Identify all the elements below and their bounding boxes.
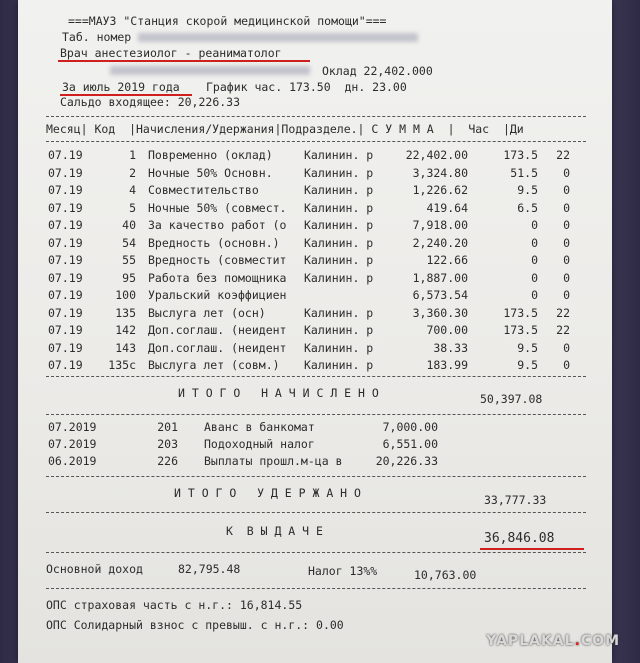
divider bbox=[46, 376, 586, 377]
watermark-dot: . bbox=[574, 633, 581, 649]
row-code: 5 bbox=[129, 200, 136, 215]
income-value: 82,795.48 bbox=[178, 562, 241, 576]
deduction-month: 07.2019 bbox=[48, 420, 97, 434]
row-division: Калинин. р bbox=[304, 270, 374, 285]
row-name: Ночные 50% (совмест. bbox=[148, 200, 287, 215]
row-division: Калинин. р bbox=[304, 253, 374, 267]
payout-underline bbox=[480, 548, 584, 550]
divider bbox=[46, 476, 586, 477]
row-sum: 22,402.00 bbox=[405, 148, 468, 162]
position-text: Врач анестезиолог - реаниматолог bbox=[60, 46, 282, 60]
row-sum: 7,918.00 bbox=[412, 218, 468, 232]
divider bbox=[46, 588, 586, 589]
row-name: Выслуга лет (осн) bbox=[148, 305, 266, 320]
divider bbox=[46, 116, 586, 117]
row-month: 07.19 bbox=[48, 358, 83, 372]
withheld-total-value: 33,777.33 bbox=[484, 493, 547, 507]
deduction-code: 226 bbox=[157, 454, 178, 468]
row-code: 2 bbox=[129, 165, 136, 180]
table-header: Месяц| Код |Начисления/Удержания|Подразделе.| С У М М А | Час |Ди bbox=[46, 122, 524, 136]
payout-value: 36,846.08 bbox=[484, 531, 555, 546]
row-days: 0 bbox=[563, 165, 570, 180]
divider bbox=[46, 512, 586, 513]
row-month: 07.19 bbox=[48, 305, 83, 320]
deduction-name: Выплаты прошл.м-ца в bbox=[204, 454, 343, 468]
row-month: 07.19 bbox=[48, 340, 83, 355]
deduction-code: 201 bbox=[157, 420, 178, 434]
row-hours: 6.5 bbox=[517, 200, 538, 215]
row-sum: 2,240.20 bbox=[412, 235, 468, 250]
income-label: Основной доход bbox=[46, 562, 143, 576]
position-underline bbox=[58, 60, 310, 62]
row-division: Калинин. р bbox=[304, 358, 374, 372]
salary-text: Оклад 22,402.000 bbox=[322, 64, 433, 78]
row-days: 0 bbox=[563, 235, 570, 250]
row-days: 0 bbox=[563, 218, 570, 232]
row-code: 54 bbox=[122, 235, 136, 250]
row-sum: 122.66 bbox=[426, 253, 468, 267]
row-division: Калинин. р bbox=[304, 323, 374, 337]
row-hours: 9.5 bbox=[517, 183, 538, 197]
row-name: Вредность (совместит bbox=[148, 253, 287, 267]
row-month: 07.19 bbox=[48, 253, 83, 267]
row-sum: 1,226.62 bbox=[412, 183, 468, 197]
row-month: 07.19 bbox=[48, 148, 83, 162]
redacted-tab-number bbox=[138, 33, 418, 42]
tax-label: Налог 13%% bbox=[308, 564, 378, 578]
row-division: Калинин. р bbox=[304, 235, 374, 250]
row-month: 07.19 bbox=[48, 218, 83, 232]
row-code: 55 bbox=[122, 253, 136, 267]
divider bbox=[46, 141, 586, 142]
row-name: Ночные 50% Основн. bbox=[148, 165, 273, 180]
ops-insurance-text: ОПС страховая часть с н.г.: 16,814.55 bbox=[46, 598, 303, 612]
row-hours: 9.5 bbox=[517, 358, 538, 372]
row-division: Калинин. р bbox=[304, 165, 374, 180]
row-hours: 0 bbox=[531, 270, 538, 285]
redacted-name bbox=[110, 66, 310, 75]
watermark bbox=[486, 633, 620, 649]
row-sum: 3,324.80 bbox=[412, 165, 468, 180]
row-name: Уральский коэффициен bbox=[148, 288, 287, 302]
divider bbox=[46, 552, 586, 553]
payout-label: К В Ы Д А Ч Е bbox=[226, 524, 323, 538]
row-code: 135 bbox=[115, 305, 136, 320]
row-division: Калинин. р bbox=[304, 148, 374, 162]
ops-solidarity-text: ОПС Солидарный взнос с превыш. с н.г.: 0.00 bbox=[46, 618, 344, 632]
row-name: Работа без помощника bbox=[148, 270, 287, 285]
row-name: За качество работ (о bbox=[148, 218, 287, 232]
watermark-text: YAPLAKAL bbox=[486, 633, 575, 649]
row-hours: 0 bbox=[531, 253, 538, 267]
row-days: 0 bbox=[563, 358, 570, 372]
row-days: 0 bbox=[563, 340, 570, 355]
row-days: 22 bbox=[556, 305, 570, 320]
deduction-sum: 6,551.00 bbox=[382, 437, 438, 451]
deduction-month: 07.2019 bbox=[48, 437, 97, 451]
row-month: 07.19 bbox=[48, 165, 83, 180]
row-hours: 173.5 bbox=[503, 323, 538, 337]
row-days: 0 bbox=[563, 288, 570, 302]
row-month: 07.19 bbox=[48, 270, 83, 285]
row-code: 143 bbox=[115, 340, 136, 355]
period-text: За июль 2019 года bbox=[62, 80, 180, 94]
row-days: 22 bbox=[556, 323, 570, 337]
row-month: 07.19 bbox=[48, 183, 83, 197]
row-division: Калинин. р bbox=[304, 200, 374, 215]
divider bbox=[46, 414, 586, 415]
row-hours: 173.5 bbox=[503, 148, 538, 162]
row-name: Вредность (основн.) bbox=[148, 235, 280, 250]
row-name: Повременно (оклад) bbox=[148, 148, 273, 162]
row-sum: 3,360.30 bbox=[412, 305, 468, 320]
watermark-tld: COM bbox=[580, 633, 620, 649]
row-code: 100 bbox=[115, 288, 136, 302]
payslip-paper bbox=[18, 0, 612, 663]
row-sum: 38.33 bbox=[433, 340, 468, 355]
row-month: 07.19 bbox=[48, 200, 83, 215]
row-sum: 6,573.54 bbox=[412, 288, 468, 302]
balance-text: Сальдо входящее: 20,226.33 bbox=[60, 95, 241, 109]
row-days: 0 bbox=[563, 270, 570, 285]
accrued-total-label: И Т О Г О Н А Ч И С Л Е Н О bbox=[178, 386, 379, 400]
row-days: 0 bbox=[563, 183, 570, 197]
row-name: Доп.соглаш. (неидент bbox=[148, 340, 287, 355]
accrued-total-value: 50,397.08 bbox=[480, 392, 543, 406]
tax-value: 10,763.00 bbox=[414, 568, 477, 582]
deduction-code: 203 bbox=[157, 437, 178, 451]
row-code: 4 bbox=[129, 183, 136, 197]
row-month: 07.19 bbox=[48, 288, 83, 302]
row-days: 22 bbox=[556, 148, 570, 162]
row-name: Доп.соглаш. (неидент bbox=[148, 323, 287, 337]
row-days: 0 bbox=[563, 253, 570, 267]
row-code: 1 bbox=[129, 148, 136, 162]
row-code: 40 bbox=[122, 218, 136, 232]
row-sum: 419.64 bbox=[426, 200, 468, 215]
deduction-sum: 20,226.33 bbox=[375, 454, 438, 468]
schedule-text: График час. 173.50 дн. 23.00 bbox=[206, 80, 407, 94]
row-sum: 183.99 bbox=[426, 358, 468, 372]
row-hours: 173.5 bbox=[503, 305, 538, 320]
deduction-name: Аванс в банкомат bbox=[204, 420, 315, 434]
row-division: Калинин. р bbox=[304, 183, 374, 197]
row-division: Калинин. р bbox=[304, 340, 374, 355]
deduction-month: 06.2019 bbox=[48, 454, 97, 468]
row-hours: 0 bbox=[531, 288, 538, 302]
row-division: Калинин. р bbox=[304, 305, 374, 320]
row-days: 0 bbox=[563, 200, 570, 215]
row-sum: 1,887.00 bbox=[412, 270, 468, 285]
org-header: ===МАУЗ "Станция скорой медицинской помощи"=== bbox=[68, 14, 387, 28]
row-sum: 700.00 bbox=[426, 323, 468, 337]
row-code: 142 bbox=[115, 323, 136, 337]
row-name: Выслуга лет (совм.) bbox=[148, 358, 280, 372]
deduction-name: Подоходный налог bbox=[204, 437, 315, 451]
row-name: Совместительство bbox=[148, 183, 259, 197]
row-division: Калинин. р bbox=[304, 218, 374, 232]
row-hours: 0 bbox=[531, 235, 538, 250]
row-hours: 51.5 bbox=[510, 165, 538, 180]
row-code: 95 bbox=[122, 270, 136, 285]
withheld-total-label: И Т О Г О У Д Е Р Ж А Н О bbox=[174, 486, 361, 500]
row-hours: 9.5 bbox=[517, 340, 538, 355]
row-month: 07.19 bbox=[48, 323, 83, 337]
row-month: 07.19 bbox=[48, 235, 83, 250]
row-code: 135c bbox=[108, 358, 136, 372]
row-hours: 0 bbox=[531, 218, 538, 232]
tab-number-label: Таб. номер bbox=[62, 30, 132, 44]
deduction-sum: 7,000.00 bbox=[382, 420, 438, 434]
